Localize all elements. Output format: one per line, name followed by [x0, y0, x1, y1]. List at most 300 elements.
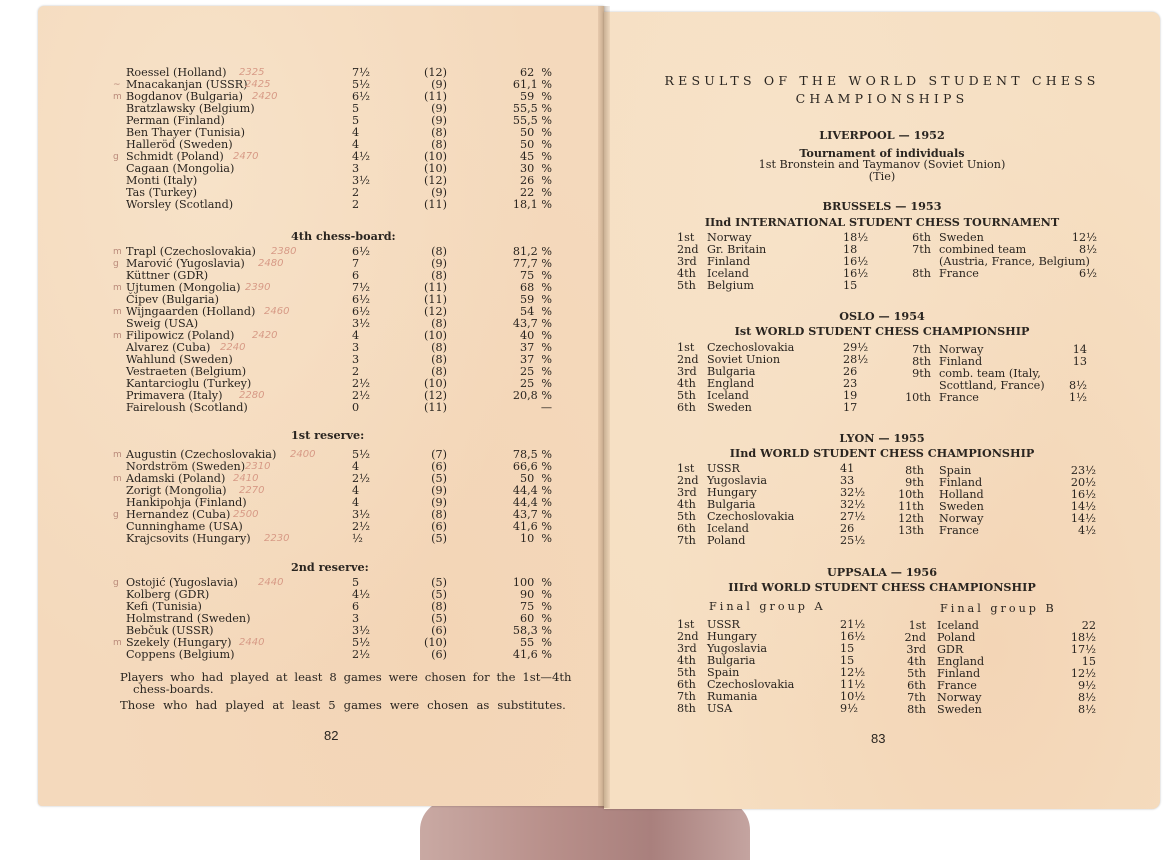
player-percentage: 59 % [520, 293, 552, 306]
team-name: Sweden [937, 703, 982, 716]
team-rank: 10th [898, 488, 924, 501]
page-title-line1: RESULTS OF THE WORLD STUDENT CHESS [664, 73, 1100, 88]
team-score: 12½ [1071, 231, 1097, 244]
player-percentage: 37 % [520, 353, 552, 366]
player-games: (12) [424, 66, 447, 79]
player-name: Wahlund (Sweden) [126, 353, 233, 366]
team-score: 26 [843, 365, 858, 378]
player-score: 3 [352, 353, 360, 366]
team-name: USSR [707, 618, 740, 631]
margin-mark: g [113, 152, 119, 162]
player-score: 2 [352, 365, 360, 378]
team-score: 29½ [843, 341, 869, 354]
book-gutter [598, 6, 610, 808]
team-name: (Austria, France, Belgium) [939, 255, 1090, 268]
player-percentage: 68 % [520, 281, 552, 294]
team-name: Finland [707, 255, 751, 268]
player-games: (8) [431, 245, 447, 258]
uppsala-subheading: IIIrd WORLD STUDENT CHESS CHAMPIONSHIP [728, 580, 1036, 594]
player-percentage: — [540, 401, 552, 414]
margin-mark: m [113, 307, 122, 317]
player-percentage: 62 % [520, 66, 552, 79]
player-score: 7 [352, 257, 360, 270]
margin-mark: ~ [113, 80, 121, 90]
player-percentage: 55,5 % [512, 102, 552, 115]
player-percentage: 50 % [520, 472, 552, 485]
player-games: (8) [431, 317, 447, 330]
team-rank: 4th [907, 655, 926, 668]
player-games: (9) [431, 484, 447, 497]
player-games: (10) [424, 636, 447, 649]
player-percentage: 100 % [512, 576, 552, 589]
team-name: France [939, 267, 979, 280]
player-percentage: 41,6 % [512, 648, 552, 661]
team-score: 18½ [1070, 631, 1096, 644]
team-name: Soviet Union [707, 353, 781, 366]
player-name: Kantarcioglu (Turkey) [126, 377, 252, 390]
margin-mark: m [113, 474, 122, 484]
handwritten-rating: 2400 [290, 449, 316, 460]
team-score: 17 [843, 401, 858, 414]
player-percentage: 55 % [520, 636, 552, 649]
handwritten-rating: 2280 [239, 390, 265, 401]
team-name: Czechoslovakia [707, 510, 795, 523]
team-name: Iceland [707, 522, 749, 535]
team-score: 12½ [840, 666, 866, 679]
player-games: (12) [424, 174, 447, 187]
player-name: Küttner (GDR) [126, 269, 209, 282]
player-score: 2 [352, 198, 360, 211]
player-name: Schmidt (Poland) [126, 150, 224, 163]
player-games: (8) [431, 269, 447, 282]
player-name: Wijngaarden (Holland) [126, 305, 256, 318]
team-rank: 1st [908, 619, 926, 632]
team-score: 16½ [1070, 488, 1096, 501]
team-rank: 12th [898, 512, 924, 525]
handwritten-rating: 2440 [239, 637, 265, 648]
player-name: Hernandez (Cuba) [126, 508, 231, 521]
player-score: 4 [352, 138, 360, 151]
team-name: Spain [939, 464, 972, 477]
team-score: 14½ [1070, 512, 1096, 525]
player-name: Alvarez (Cuba) [126, 341, 211, 354]
player-percentage: 44,4 % [512, 484, 552, 497]
team-score: 19 [843, 389, 858, 402]
team-rank: 3rd [677, 486, 697, 499]
liverpool-heading: LIVERPOOL — 1952 [819, 128, 945, 142]
player-name: Perman (Finland) [126, 114, 225, 127]
player-score: 5½ [352, 78, 370, 91]
team-name: Sweden [707, 401, 752, 414]
handwritten-rating: 2230 [264, 533, 290, 544]
team-score: 10½ [840, 690, 866, 703]
team-name: USA [707, 702, 733, 715]
player-percentage: 77,7 % [512, 257, 552, 270]
hand-holding-book [420, 800, 750, 860]
player-score: 7½ [352, 281, 370, 294]
liverpool-subheading: Tournament of individuals [799, 146, 965, 160]
player-games: (10) [424, 329, 447, 342]
team-score: 17½ [1070, 643, 1096, 656]
team-name: Scottland, France) [939, 379, 1045, 392]
player-name: Roessel (Holland) [126, 66, 227, 79]
player-score: 5 [352, 102, 360, 115]
player-score: 3 [352, 612, 360, 625]
group-b-label: Final group B [940, 602, 1057, 615]
team-name: Finland [939, 476, 983, 489]
page-title-line2: CHAMPIONSHIPS [795, 91, 969, 106]
team-rank: 6th [677, 678, 696, 691]
team-rank: 1st [677, 462, 695, 475]
team-score: 28½ [843, 353, 869, 366]
player-percentage: 43,7 % [512, 508, 552, 521]
team-score: 23 [843, 377, 858, 390]
player-name: Bogdanov (Bulgaria) [126, 90, 243, 103]
player-name: Szekely (Hungary) [126, 636, 232, 649]
player-score: 4½ [352, 588, 370, 601]
team-rank: 4th [677, 498, 696, 511]
section-heading: 1st reserve: [291, 428, 365, 442]
player-games: (9) [431, 186, 447, 199]
team-name: Bulgaria [707, 654, 756, 667]
player-percentage: 61,1 % [512, 78, 552, 91]
player-games: (6) [431, 648, 447, 661]
page-number-right: 83 [871, 731, 886, 746]
player-score: 2½ [352, 648, 370, 661]
player-score: 2½ [352, 520, 370, 533]
team-name: Iceland [937, 619, 979, 632]
player-name: Augustin (Czechoslovakia) [126, 448, 277, 461]
team-score: 21½ [840, 618, 866, 631]
team-score: 8½ [1069, 379, 1087, 392]
player-name: Halleröd (Sweden) [126, 138, 233, 151]
team-name: Gr. Britain [707, 243, 767, 256]
player-percentage: 25 % [520, 377, 552, 390]
team-name: Czechoslovakia [707, 678, 795, 691]
player-percentage: 18,1 % [512, 198, 552, 211]
handwritten-rating: 2410 [233, 473, 259, 484]
player-games: (9) [431, 257, 447, 270]
player-name: Mnacakanjan (USSR) [126, 78, 248, 91]
handwritten-rating: 2325 [239, 67, 265, 78]
player-games: (8) [431, 353, 447, 366]
player-games: (5) [431, 612, 447, 625]
team-name: Poland [707, 534, 746, 547]
margin-mark: m [113, 331, 122, 341]
player-name: Hankipohja (Finland) [126, 496, 247, 509]
player-percentage: 55,5 % [512, 114, 552, 127]
handwritten-rating: 2310 [245, 461, 271, 472]
player-percentage: 50 % [520, 138, 552, 151]
team-rank: 9th [905, 476, 924, 489]
team-score: 11½ [840, 678, 866, 691]
player-name: Čipev (Bulgaria) [126, 293, 219, 306]
player-games: (9) [431, 496, 447, 509]
margin-mark: m [113, 283, 122, 293]
team-name: Bulgaria [707, 365, 756, 378]
player-name: Trapl (Czechoslovakia) [126, 245, 256, 258]
player-games: (5) [431, 588, 447, 601]
player-percentage: 78,5 % [512, 448, 552, 461]
team-rank: 5th [677, 510, 696, 523]
team-name: Poland [937, 631, 976, 644]
team-name: Norway [939, 512, 984, 525]
team-score: 25½ [840, 534, 866, 547]
team-name: Holland [939, 488, 984, 501]
player-games: (5) [431, 532, 447, 545]
player-name: Zorigt (Mongolia) [126, 484, 227, 497]
team-name: Czechoslovakia [707, 341, 795, 354]
player-name: Worsley (Scotland) [126, 198, 234, 211]
player-games: (12) [424, 305, 447, 318]
player-games: (8) [431, 341, 447, 354]
team-rank: 7th [907, 691, 926, 704]
team-score: 32½ [840, 498, 866, 511]
margin-mark: m [113, 638, 122, 648]
team-rank: 2nd [677, 243, 699, 256]
player-percentage: 25 % [520, 365, 552, 378]
player-games: (7) [431, 448, 447, 461]
team-rank: 7th [912, 243, 931, 256]
player-score: 6 [352, 269, 360, 282]
liverpool-tie: (Tie) [868, 170, 896, 183]
player-score: 3½ [352, 508, 370, 521]
player-name: Ujtumen (Mongolia) [126, 281, 241, 294]
team-rank: 3rd [906, 643, 926, 656]
handwritten-rating: 2390 [245, 282, 271, 293]
player-score: 5 [352, 114, 360, 127]
player-games: (11) [424, 281, 447, 294]
player-percentage: 81,2 % [512, 245, 552, 258]
team-rank: 6th [912, 231, 931, 244]
team-rank: 1st [677, 231, 695, 244]
team-name: Bulgaria [707, 498, 756, 511]
player-percentage: 75 % [520, 269, 552, 282]
player-games: (11) [424, 90, 447, 103]
player-name: Marović (Yugoslavia) [126, 257, 245, 270]
player-score: 2½ [352, 389, 370, 402]
team-score: 23½ [1070, 464, 1096, 477]
team-score: 6½ [1079, 267, 1097, 280]
margin-mark: m [113, 450, 122, 460]
player-name: Adamski (Poland) [126, 472, 226, 485]
team-name: GDR [937, 643, 964, 656]
margin-mark: m [113, 92, 122, 102]
team-score: 14 [1072, 343, 1087, 356]
player-name: Coppens (Belgium) [126, 648, 235, 661]
player-name: Krajcsovits (Hungary) [126, 532, 251, 545]
player-name: Monti (Italy) [126, 174, 198, 187]
player-name: Faireloush (Scotland) [126, 401, 248, 414]
team-rank: 8th [912, 355, 931, 368]
player-score: 0 [352, 401, 360, 414]
team-score: 26 [840, 522, 855, 535]
oslo-heading: OSLO — 1954 [839, 309, 925, 323]
player-score: 2½ [352, 377, 370, 390]
player-score: 4 [352, 329, 360, 342]
margin-mark: g [113, 259, 119, 269]
player-percentage: 37 % [520, 341, 552, 354]
team-name: Yugoslavia [707, 474, 768, 487]
player-score: 3½ [352, 317, 370, 330]
team-name: Finland [937, 667, 981, 680]
team-score: 8½ [1078, 703, 1096, 716]
player-games: (10) [424, 162, 447, 175]
footnote-min-games-boards: Players who had played at least 8 games were chosen for the 1st—4th [120, 670, 572, 684]
player-games: (6) [431, 460, 447, 473]
team-rank: 7th [677, 534, 696, 547]
team-score: 15 [843, 279, 858, 292]
player-score: 3½ [352, 174, 370, 187]
player-name: Bratzlawsky (Belgium) [126, 102, 255, 115]
team-score: 9½ [840, 702, 858, 715]
team-rank: 8th [677, 702, 696, 715]
player-score: 3½ [352, 624, 370, 637]
player-name: Filipowicz (Poland) [126, 329, 235, 342]
team-name: Yugoslavia [707, 642, 768, 655]
handwritten-rating: 2270 [239, 485, 265, 496]
team-rank: 6th [677, 522, 696, 535]
team-name: France [939, 524, 979, 537]
player-score: 4 [352, 126, 360, 139]
player-score: 2 [352, 186, 360, 199]
player-percentage: 20,8 % [512, 389, 552, 402]
handwritten-rating: 2240 [220, 342, 246, 353]
player-percentage: 60 % [520, 612, 552, 625]
team-score: 41 [840, 462, 855, 475]
team-score: 15 [840, 654, 855, 667]
handwritten-rating: 2480 [258, 258, 284, 269]
player-percentage: 58,3 % [512, 624, 552, 637]
player-percentage: 75 % [520, 600, 552, 613]
player-games: (8) [431, 365, 447, 378]
team-score: 16½ [843, 267, 869, 280]
player-games: (9) [431, 78, 447, 91]
team-name: Spain [707, 666, 740, 679]
team-rank: 2nd [677, 630, 699, 643]
team-name: comb. team (Italy, [939, 367, 1041, 380]
player-score: 5½ [352, 636, 370, 649]
player-games: (6) [431, 520, 447, 533]
team-name: Sweden [939, 231, 984, 244]
team-name: Iceland [707, 389, 749, 402]
handwritten-rating: 2460 [264, 306, 290, 317]
player-name: Cagaan (Mongolia) [126, 162, 235, 175]
player-score: ½ [352, 532, 363, 545]
team-rank: 8th [905, 464, 924, 477]
player-name: Sweig (USA) [126, 317, 199, 330]
footnote-min-games-boards-cont: chess-boards. [133, 682, 214, 696]
player-percentage: 43,7 % [512, 317, 552, 330]
player-percentage: 44,4 % [512, 496, 552, 509]
team-rank: 8th [907, 703, 926, 716]
player-percentage: 50 % [520, 126, 552, 139]
player-score: 6½ [352, 90, 370, 103]
player-percentage: 40 % [520, 329, 552, 342]
player-games: (8) [431, 600, 447, 613]
team-score: 14½ [1070, 500, 1096, 513]
player-score: 6 [352, 600, 360, 613]
player-score: 2½ [352, 472, 370, 485]
team-name: France [939, 391, 979, 404]
lyon-heading: LYON — 1955 [839, 431, 925, 445]
section-heading: 4th chess-board: [291, 229, 396, 243]
team-score: 4½ [1078, 524, 1096, 537]
team-score: 8½ [1078, 691, 1096, 704]
team-name: Norway [939, 343, 984, 356]
team-rank: 5th [907, 667, 926, 680]
footnote-substitutes: Those who had played at least 5 games were chosen as substitutes. [120, 698, 566, 712]
player-games: (11) [424, 198, 447, 211]
team-score: 16½ [840, 630, 866, 643]
team-score: 33 [840, 474, 855, 487]
player-name: Kefi (Tunisia) [126, 600, 202, 613]
player-score: 4 [352, 496, 360, 509]
team-rank: 5th [677, 666, 696, 679]
team-score: 15 [1081, 655, 1096, 668]
player-name: Primavera (Italy) [126, 389, 223, 402]
player-games: (5) [431, 472, 447, 485]
player-percentage: 66,6 % [512, 460, 552, 473]
team-rank: 2nd [904, 631, 926, 644]
team-score: 18 [843, 243, 858, 256]
team-rank: 11th [898, 500, 924, 513]
margin-mark: g [113, 578, 119, 588]
page-number-left: 82 [324, 728, 339, 743]
team-name: Norway [937, 691, 982, 704]
liverpool-result: 1st Bronstein and Taymanov (Soviet Union) [758, 158, 1006, 171]
team-rank: 4th [677, 267, 696, 280]
player-games: (10) [424, 377, 447, 390]
team-rank: 1st [677, 618, 695, 631]
player-score: 3 [352, 162, 360, 175]
player-name: Ben Thayer (Tunisia) [126, 126, 245, 139]
player-percentage: 26 % [520, 174, 552, 187]
player-name: Vestraeten (Belgium) [126, 365, 247, 378]
team-rank: 9th [912, 367, 931, 380]
team-rank: 5th [677, 279, 696, 292]
team-name: England [707, 377, 755, 390]
player-percentage: 41,6 % [512, 520, 552, 533]
team-name: Sweden [939, 500, 984, 513]
player-score: 5½ [352, 448, 370, 461]
team-score: 15 [840, 642, 855, 655]
team-rank: 10th [905, 391, 931, 404]
oslo-subheading: Ist WORLD STUDENT CHESS CHAMPIONSHIP [734, 324, 1030, 338]
team-name: Rumania [707, 690, 758, 703]
team-rank: 13th [898, 524, 924, 537]
section-heading: 2nd reserve: [291, 560, 369, 574]
player-name: Tas (Turkey) [126, 186, 198, 199]
handwritten-rating: 2420 [252, 91, 278, 102]
player-percentage: 45 % [520, 150, 552, 163]
team-score: 20½ [1070, 476, 1096, 489]
team-score: 22 [1081, 619, 1096, 632]
player-name: Nordström (Sweden) [126, 460, 246, 473]
team-score: 1½ [1069, 391, 1087, 404]
player-score: 6½ [352, 293, 370, 306]
team-rank: 5th [677, 389, 696, 402]
team-rank: 6th [907, 679, 926, 692]
team-score: 16½ [843, 255, 869, 268]
player-percentage: 10 % [520, 532, 552, 545]
team-rank: 2nd [677, 474, 699, 487]
player-games: (12) [424, 389, 447, 402]
team-name: Belgium [707, 279, 754, 292]
player-games: (10) [424, 150, 447, 163]
team-score: 27½ [840, 510, 866, 523]
team-score: 12½ [1070, 667, 1096, 680]
